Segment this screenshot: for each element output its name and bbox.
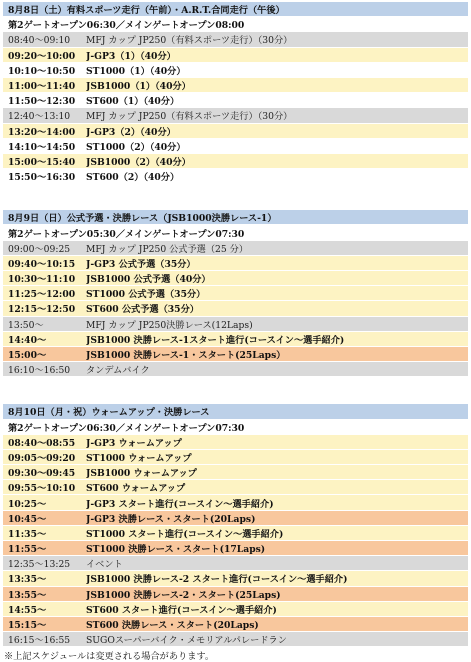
row-event: ST1000 ウォームアップ bbox=[86, 452, 192, 464]
schedule-row bbox=[3, 435, 468, 450]
schedule-row bbox=[3, 450, 468, 465]
schedule-row bbox=[3, 93, 468, 108]
row-event: SUGOスーパーバイク・メモリアルパレードラン bbox=[86, 635, 287, 647]
schedule-row bbox=[3, 347, 468, 362]
row-event: タンデムバイク bbox=[86, 365, 150, 377]
schedule-row bbox=[3, 139, 468, 154]
schedule-row bbox=[3, 256, 468, 271]
row-time: 13:20〜14:00 bbox=[8, 126, 76, 138]
day-section-aug8 bbox=[3, 2, 468, 184]
schedule-row bbox=[3, 124, 468, 139]
row-time: 09:20〜10:00 bbox=[8, 50, 76, 62]
row-event: JSB1000 決勝レース-2・スタート(25Laps) bbox=[86, 589, 281, 601]
row-time: 11:50〜12:30 bbox=[8, 96, 76, 108]
schedule-row bbox=[3, 526, 468, 541]
row-event: JSB1000 決勝レース-1スタート進行(コースイン〜選手紹介) bbox=[86, 334, 345, 346]
row-event: J-GP3 公式予選（35分） bbox=[86, 258, 196, 270]
row-time: 14:10〜14:50 bbox=[8, 141, 76, 153]
row-time: 10:30〜11:10 bbox=[8, 274, 76, 286]
row-time: 15:15〜 bbox=[8, 620, 47, 632]
row-event: J-GP3（1）（40分） bbox=[86, 50, 176, 62]
schedule-row bbox=[3, 78, 468, 93]
schedule-row bbox=[3, 511, 468, 526]
row-event: ST600 スタート進行(コースイン〜選手紹介) bbox=[86, 604, 277, 616]
row-time: 15:00〜15:40 bbox=[8, 156, 76, 168]
schedule-row bbox=[3, 169, 468, 184]
row-event: JSB1000 決勝レース-2 スタート進行(コースイン〜選手紹介) bbox=[86, 574, 348, 586]
row-event: ST600 ウォームアップ bbox=[86, 483, 186, 495]
row-time: 11:55〜 bbox=[8, 544, 47, 556]
row-event: ST600 決勝レース・スタート(20Laps) bbox=[86, 620, 259, 632]
schedule-row bbox=[3, 108, 468, 123]
day-header: 8月10日（月・祝）ウォームアップ・決勝レース bbox=[3, 404, 468, 419]
schedule-row bbox=[3, 556, 468, 571]
row-time: 10:10〜10:50 bbox=[8, 65, 76, 77]
row-event: JSB1000（1）（40分） bbox=[86, 81, 191, 93]
schedule-rows bbox=[3, 241, 468, 378]
row-event: ST600（2）（40分） bbox=[86, 172, 180, 184]
schedule-row bbox=[3, 317, 468, 332]
row-event: MFJ カップ JP250 公式予選（25 分） bbox=[86, 243, 249, 255]
row-time: 12:40〜13:10 bbox=[8, 111, 71, 123]
row-event: ST1000 公式予選（35分） bbox=[86, 289, 206, 301]
schedule-row bbox=[3, 286, 468, 301]
row-event: MFJ カップ JP250（有料スポーツ走行）（30分） bbox=[86, 35, 293, 47]
row-time: 14:55〜 bbox=[8, 604, 47, 616]
schedule-row bbox=[3, 480, 468, 495]
row-time: 16:10〜16:50 bbox=[8, 365, 71, 377]
schedule-row bbox=[3, 63, 468, 78]
schedule-row bbox=[3, 154, 468, 169]
row-event: ST600（1）（40分） bbox=[86, 96, 180, 108]
row-time: 13:55〜 bbox=[8, 589, 47, 601]
row-event: JSB1000（2）（40分） bbox=[86, 156, 191, 168]
row-event: ST1000（2）（40分） bbox=[86, 141, 186, 153]
row-event: J-GP3（2）（40分） bbox=[86, 126, 176, 138]
gate-open-times: 第2ゲートオープン06:30／メインゲートオープン08:00 bbox=[3, 17, 468, 32]
schedule-rows bbox=[3, 435, 468, 648]
row-time: 11:25〜12:00 bbox=[8, 289, 76, 301]
row-time: 11:35〜 bbox=[8, 528, 47, 540]
row-time: 11:00〜11:40 bbox=[8, 81, 76, 93]
row-time: 08:40〜09:10 bbox=[8, 35, 71, 47]
row-time: 12:15〜12:50 bbox=[8, 304, 76, 316]
row-event: J-GP3 決勝レース・スタート(20Laps) bbox=[86, 513, 256, 525]
schedule-row bbox=[3, 271, 468, 286]
row-event: JSB1000 決勝レース-1・スタート(25Laps） bbox=[86, 350, 286, 362]
row-time: 09:40〜10:15 bbox=[8, 258, 76, 270]
row-time: 09:00〜09:25 bbox=[8, 243, 71, 255]
row-time: 09:30〜09:45 bbox=[8, 468, 76, 480]
row-event: J-GP3 スタート進行(コースイン〜選手紹介) bbox=[86, 498, 274, 510]
row-event: ST600 公式予選（35分） bbox=[86, 304, 199, 316]
schedule-row bbox=[3, 617, 468, 632]
schedule-row bbox=[3, 571, 468, 586]
row-event: ST1000（1）（40分） bbox=[86, 65, 186, 77]
row-time: 10:45〜 bbox=[8, 513, 47, 525]
row-time: 16:15〜16:55 bbox=[8, 635, 71, 647]
gate-open-times: 第2ゲートオープン06:30／メインゲートオープン07:30 bbox=[3, 420, 468, 435]
row-time: 14:40〜 bbox=[8, 334, 47, 346]
row-time: 09:55〜10:10 bbox=[8, 483, 76, 495]
schedule-row bbox=[3, 332, 468, 347]
schedule-row bbox=[3, 541, 468, 556]
row-event: イベント bbox=[86, 559, 123, 571]
row-time: 09:05〜09:20 bbox=[8, 452, 76, 464]
row-event: JSB1000 ウォームアップ bbox=[86, 468, 197, 480]
row-time: 13:50〜 bbox=[8, 319, 44, 331]
day-header: 8月9日（日）公式予選・決勝レース（JSB1000決勝レース-1） bbox=[3, 210, 468, 225]
row-time: 12:35〜13:25 bbox=[8, 559, 71, 571]
schedule-row bbox=[3, 32, 468, 47]
schedule-footnote: ※上記スケジュールは変更される場合があります。 bbox=[4, 651, 215, 662]
row-event: MFJ カップ JP250決勝レース(12Laps) bbox=[86, 319, 253, 331]
row-event: MFJ カップ JP250（有料スポーツ走行）（30分） bbox=[86, 111, 293, 123]
schedule-row bbox=[3, 587, 468, 602]
row-event: ST1000 決勝レース・スタート(17Laps) bbox=[86, 544, 266, 556]
gate-open-times: 第2ゲートオープン05:30／メインゲートオープン07:30 bbox=[3, 225, 468, 240]
row-event: J-GP3 ウォームアップ bbox=[86, 437, 182, 449]
day-section-aug10 bbox=[3, 404, 468, 647]
schedule-row bbox=[3, 602, 468, 617]
row-time: 15:00〜 bbox=[8, 350, 47, 362]
schedule-row bbox=[3, 48, 468, 63]
row-time: 15:50〜16:30 bbox=[8, 172, 76, 184]
day-header: 8月8日（土）有料スポーツ走行（午前）・A.R.T.合同走行（午後） bbox=[3, 2, 468, 17]
schedule-row bbox=[3, 241, 468, 256]
row-time: 08:40〜08:55 bbox=[8, 437, 76, 449]
row-time: 13:35〜 bbox=[8, 574, 47, 586]
schedule-rows bbox=[3, 32, 468, 184]
schedule-row bbox=[3, 465, 468, 480]
schedule-row bbox=[3, 301, 468, 316]
schedule-row bbox=[3, 362, 468, 377]
day-section-aug9 bbox=[3, 210, 468, 377]
row-event: ST1000 スタート進行(コースイン〜選手紹介) bbox=[86, 528, 284, 540]
row-event: JSB1000 公式予選（40分） bbox=[86, 274, 211, 286]
schedule-row bbox=[3, 495, 468, 510]
row-time: 10:25〜 bbox=[8, 498, 47, 510]
